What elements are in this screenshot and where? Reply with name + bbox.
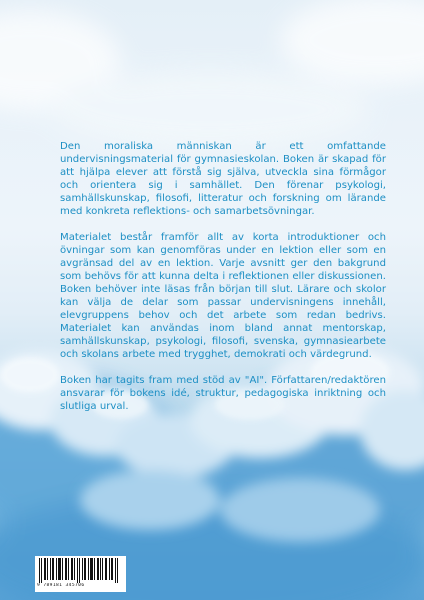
barcode-bars [35,556,126,584]
paragraph-material: Materialet består framför allt av korta introduktioner och övningar som kan genomföras under en lektion eller som en avgränsad del av en lektion. Varje avsnitt ger den bakgrund som behövs för att kunna delta i reflektionen eller diskussionen. Boken behöver inte läsas från början till slut. Lärare och skolor kan välja de delar som passar undervisningens innehåll, elevgruppens behov och det arbete som redan bedrivs. Materialet kan användas inom bland annat mentorskap, samhällskunskap, psykologi, filosofi, svenska, gymnasiearbete och skolans arbete med trygghet, demokrati och värdegrund. [60,232,386,360]
barcode-number: 9 789181 345706 [37,583,85,588]
paragraph-intro: Den moraliska människan är ett omfattande undervisningsmaterial för gymnasieskolan. Boken är skapad för att hjälpa elever att förstå sig själva, utveckla sina förmågor och orientera sig i samhället. Den förenar psykologi, samhällskunskap, filosofi, litteratur och forskning om lärande med konkreta reflektions- och samarbetsövningar. [60,141,386,217]
paragraph-ai-note: Boken har tagits fram med stöd av "AI". Författaren/redaktören ansvarar för bokens idé, struktur, pedagogiska inriktning och slutliga urval. [60,375,386,412]
description-text [60,140,386,413]
isbn-barcode [35,556,126,592]
